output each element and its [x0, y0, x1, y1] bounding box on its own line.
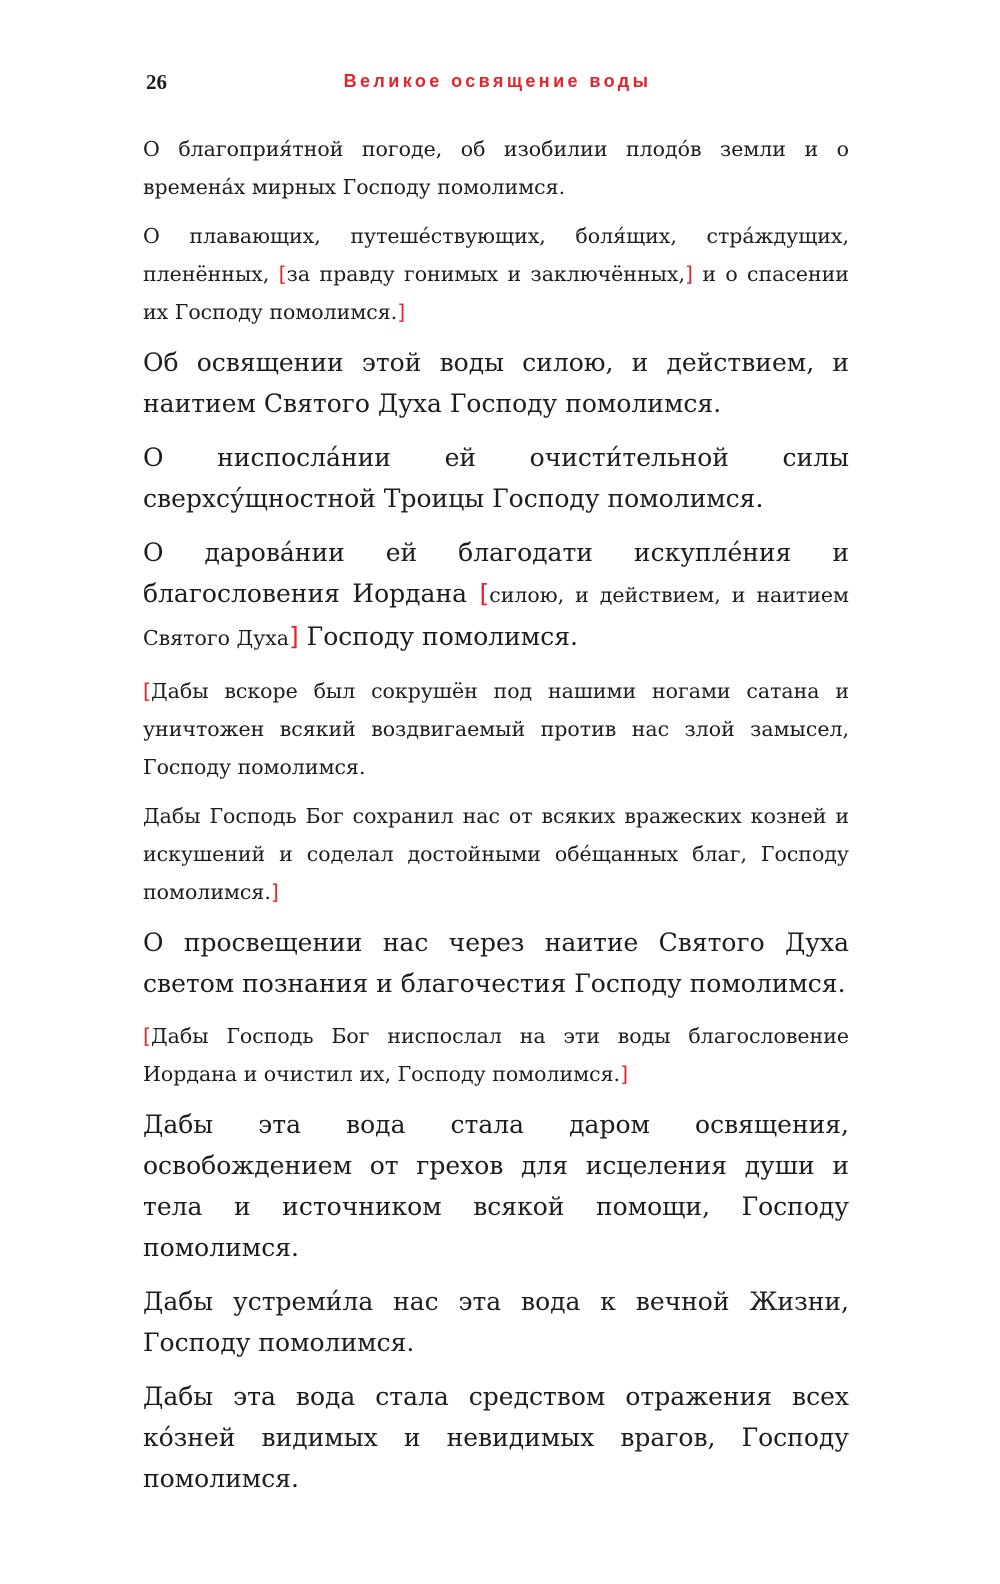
petition-weather: О благоприя́тной погоде, об изобилии плодо́в земли и о времена́х мирных Господу помолимся. — [143, 137, 849, 199]
petition-repel-enemies: Дабы эта вода стала средством отражения всех ко́зней видимых и невидимых врагов, Господу помолимся. — [143, 1382, 849, 1493]
open-bracket: [ — [143, 679, 151, 703]
petition-protection — [143, 797, 849, 911]
petition-waters-blessing — [143, 1017, 849, 1093]
close-bracket: ] — [397, 300, 406, 324]
page-header — [146, 70, 849, 98]
petition-travelers-end: и о спасении их Господу помолимся. — [143, 262, 849, 324]
open-bracket: [ — [278, 262, 287, 286]
petition-travelers-text: О плавающих, путеше́ствующих, боля́щих, стра́ждущих, пленённых, — [143, 224, 849, 286]
optional-text: силою, и действием, и наитием Святого Духа — [143, 583, 850, 650]
page-number: 26 — [146, 70, 167, 94]
close-bracket: ] — [270, 880, 279, 904]
optional-text: за правду гонимых и заключённых, — [286, 262, 686, 286]
petition-crush-satan-text: Дабы вскоре был сокрушён под нашими ногами сатана и уничтожен всякий воздвигаемый против нас злой замысел, Господу помолимся. — [143, 679, 849, 779]
open-bracket: [ — [479, 579, 490, 608]
open-bracket: [ — [143, 1024, 151, 1048]
petition-jordan-end: Господу помолимся. — [306, 622, 578, 651]
petition-gift-of-sanctification: Дабы эта вода стала даром освящения, освобождением от грехов для исцеления души и тела и источником всякой помощи, Господу помолимся. — [143, 1110, 849, 1262]
close-bracket: ] — [685, 262, 694, 286]
close-bracket: ] — [620, 1062, 629, 1086]
petition-crush-satan — [143, 672, 849, 786]
petition-eternal-life: Дабы устреми́ла нас эта вода к вечной Жизни, Господу помолимся. — [143, 1287, 849, 1357]
petition-cleansing-power: О ниспосла́нии ей очисти́тельной силы сверхсу́щностной Троицы Господу помолимся. — [143, 443, 849, 513]
body-text — [143, 130, 849, 1512]
petition-travelers — [143, 217, 849, 331]
petition-jordan-blessing — [143, 532, 849, 659]
petition-sanctification: Об освящении этой воды силою, и действием, и наитием Святого Духа Господу помолимся. — [143, 348, 849, 418]
petition-enlightenment: О просвещении нас через наитие Святого Духа светом познания и благочестия Господу помолимся. — [143, 928, 849, 998]
close-bracket: ] — [288, 622, 299, 651]
running-title: Великое освящение воды — [343, 71, 652, 91]
petition-jordan-text: О дарова́нии ей благодати искупле́ния и благословения Иордана — [143, 538, 849, 608]
petition-waters-blessing-text: Дабы Господь Бог ниспослал на эти воды благословение Иордана и очистил их, Господу помолимся. — [143, 1024, 849, 1086]
petition-protection-text: Дабы Господь Бог сохранил нас от всяких вражеских козней и искушений и соделал достойными обе́щанных благ, Господу помолимся. — [143, 804, 849, 904]
